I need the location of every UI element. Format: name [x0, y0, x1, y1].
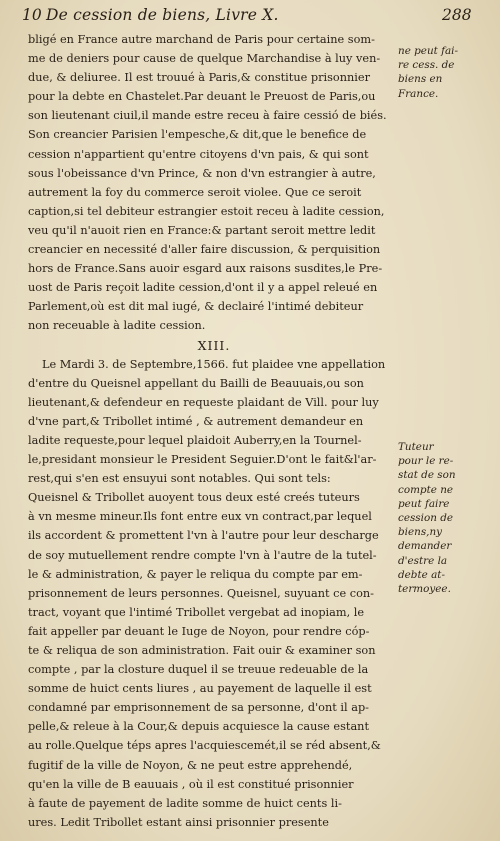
text-line: pelle,& releue à la Cour,& depuis acquiesce la cause estant — [28, 720, 370, 734]
margin-note-cession-france — [398, 44, 494, 101]
text-line: tract, voyant que l'intimé Tribollet vergebat ad inopiam, le — [28, 605, 365, 619]
paragraph-before-heading — [28, 30, 400, 336]
text-line: de soy mutuellement rendre compte l'vn à l'autre de la tutel- — [28, 548, 377, 562]
margin-note-line: re cess. de — [398, 59, 455, 72]
text-line: rest,qui s'en est ensuyui sont notables. Qui sont tels: — [28, 472, 331, 486]
text-line: non receuable à ladite cession. — [28, 319, 206, 333]
text-line: hors de France.Sans auoir esgard aux raisons susdites,le Pre- — [28, 262, 383, 276]
text-line: me de deniers pour cause de quelque Marchandise à luy ven- — [28, 52, 381, 66]
page-header — [22, 6, 474, 28]
text-line: compte , par la closture duquel il se treuue redeuable de la — [28, 663, 369, 677]
text-line: uost de Paris reçoit ladite cession,d'ont il y a appel releué en — [28, 281, 378, 295]
folio-left: 10 — [22, 6, 42, 24]
text-line: fugitif de la ville de Noyon, & ne peut estre apprehendé, — [28, 758, 353, 772]
section-heading: XIII. — [197, 337, 231, 353]
text-line: d'entre du Queisnel appellant du Bailli de Beauuais,ou son — [28, 376, 364, 390]
text-line: condamné par emprisonnement de sa personne, d'ont il ap- — [28, 701, 369, 715]
text-line: ures. Ledit Tribollet estant ainsi prisonnier presente — [28, 815, 329, 829]
text-line: pour la debte en Chastelet.Par deuant le Preuost de Paris,ou — [28, 90, 376, 104]
text-line: au rolle.Quelque téps apres l'acquiescemét,il se réd absent,& — [28, 739, 381, 753]
margin-note-line: Tuteur — [398, 441, 434, 453]
margin-note-line: ne peut fai- — [398, 45, 458, 57]
text-line: prisonnement de leurs personnes. Queisnel, suyuant ce con- — [28, 586, 374, 600]
text-line: Parlement,où est dit mal iugé, & declairé l'intimé debiteur — [28, 300, 364, 314]
folio-right: 288 — [442, 6, 472, 24]
text-line: le & administration, & payer le reliqua du compte par em- — [28, 567, 363, 581]
running-title: De cession de biens, Livre X. — [46, 6, 279, 24]
text-line: Queisnel & Tribollet auoyent tous deux esté creés tuteurs — [28, 491, 360, 505]
text-line: fait appeller par deuant le Iuge de Noyon, pour rendre cóp- — [28, 624, 370, 638]
text-line: qu'en la ville de B eauuais , où il est constitué prisonnier — [28, 777, 354, 791]
margin-note-line: demander — [398, 540, 452, 553]
text-line: son lieutenant ciuil,il mande estre receu à faire cessió de biés. — [28, 109, 387, 123]
text-line: lieutenant,& defendeur en requeste plaidant de Vill. pour luy — [28, 395, 379, 409]
margin-note-tuteur — [398, 440, 494, 596]
text-line: ladite requeste,pour lequel plaidoit Auberry,en la Tournel- — [28, 433, 362, 447]
margin-note-line: pour le re- — [398, 455, 454, 468]
text-line: le,presidant monsieur le President Seguier.D'ont le fait&l'ar- — [28, 453, 377, 467]
text-line: somme de huict cents liures , au payement de laquelle il est — [28, 682, 372, 696]
text-line: sous l'obeissance d'vn Prince, & non d'vn estrangier à autre, — [28, 166, 376, 180]
text-line: veu qu'il n'auoit rien en France:& partant seroit mettre ledit — [28, 223, 376, 237]
margin-note-line: stat de son — [398, 469, 456, 482]
text-line: à faute de payement de ladite somme de huict cents li- — [28, 796, 342, 810]
text-line: creancier en necessité d'aller faire discussion, & perquisition — [28, 243, 381, 257]
margin-note-line: cession de — [398, 512, 454, 525]
text-line: caption,si tel debiteur estrangier estoit receu à ladite cession, — [28, 204, 385, 218]
text-line: d'vne part,& Tribollet intimé , & autrement demandeur en — [28, 414, 364, 428]
text-line: te & reliqua de son administration. Fait ouir & examiner son — [28, 644, 376, 657]
margin-note-line: biens en — [398, 73, 443, 86]
margin-note-line: compte ne — [398, 483, 454, 496]
text-line: ils accordent & promettent l'vn à l'autre pour leur descharge — [28, 529, 379, 543]
text-line: Le Mardi 3. de Septembre,1566. fut plaidee vne appellation — [42, 357, 386, 371]
paragraph-after-heading — [28, 355, 400, 832]
text-line: Son creancier Parisien l'empesche,& dit,que le benefice de — [28, 128, 367, 142]
text-line: cession n'appartient qu'entre citoyens d'vn pais, & qui sont — [28, 147, 369, 161]
margin-note-line: biens,ny — [398, 526, 443, 539]
text-line: à vn mesme mineur.Ils font entre eux vn contract,par lequel — [28, 510, 372, 524]
text-line: autrement la foy du commerce seroit violee. Que ce seroit — [28, 185, 362, 199]
text-line: due, & deliuree. Il est trouué à Paris,& constitue prisonnier — [28, 71, 370, 85]
text-line: bligé en France autre marchand de Paris pour certaine som- — [28, 33, 375, 46]
margin-note-line: d'estre la — [398, 554, 448, 567]
main-text-block — [28, 30, 400, 832]
margin-note-line: termoyee. — [398, 583, 451, 596]
margin-note-line: peut faire — [398, 497, 450, 510]
margin-note-line: France. — [398, 87, 439, 100]
margin-note-line: debte at- — [398, 568, 445, 581]
